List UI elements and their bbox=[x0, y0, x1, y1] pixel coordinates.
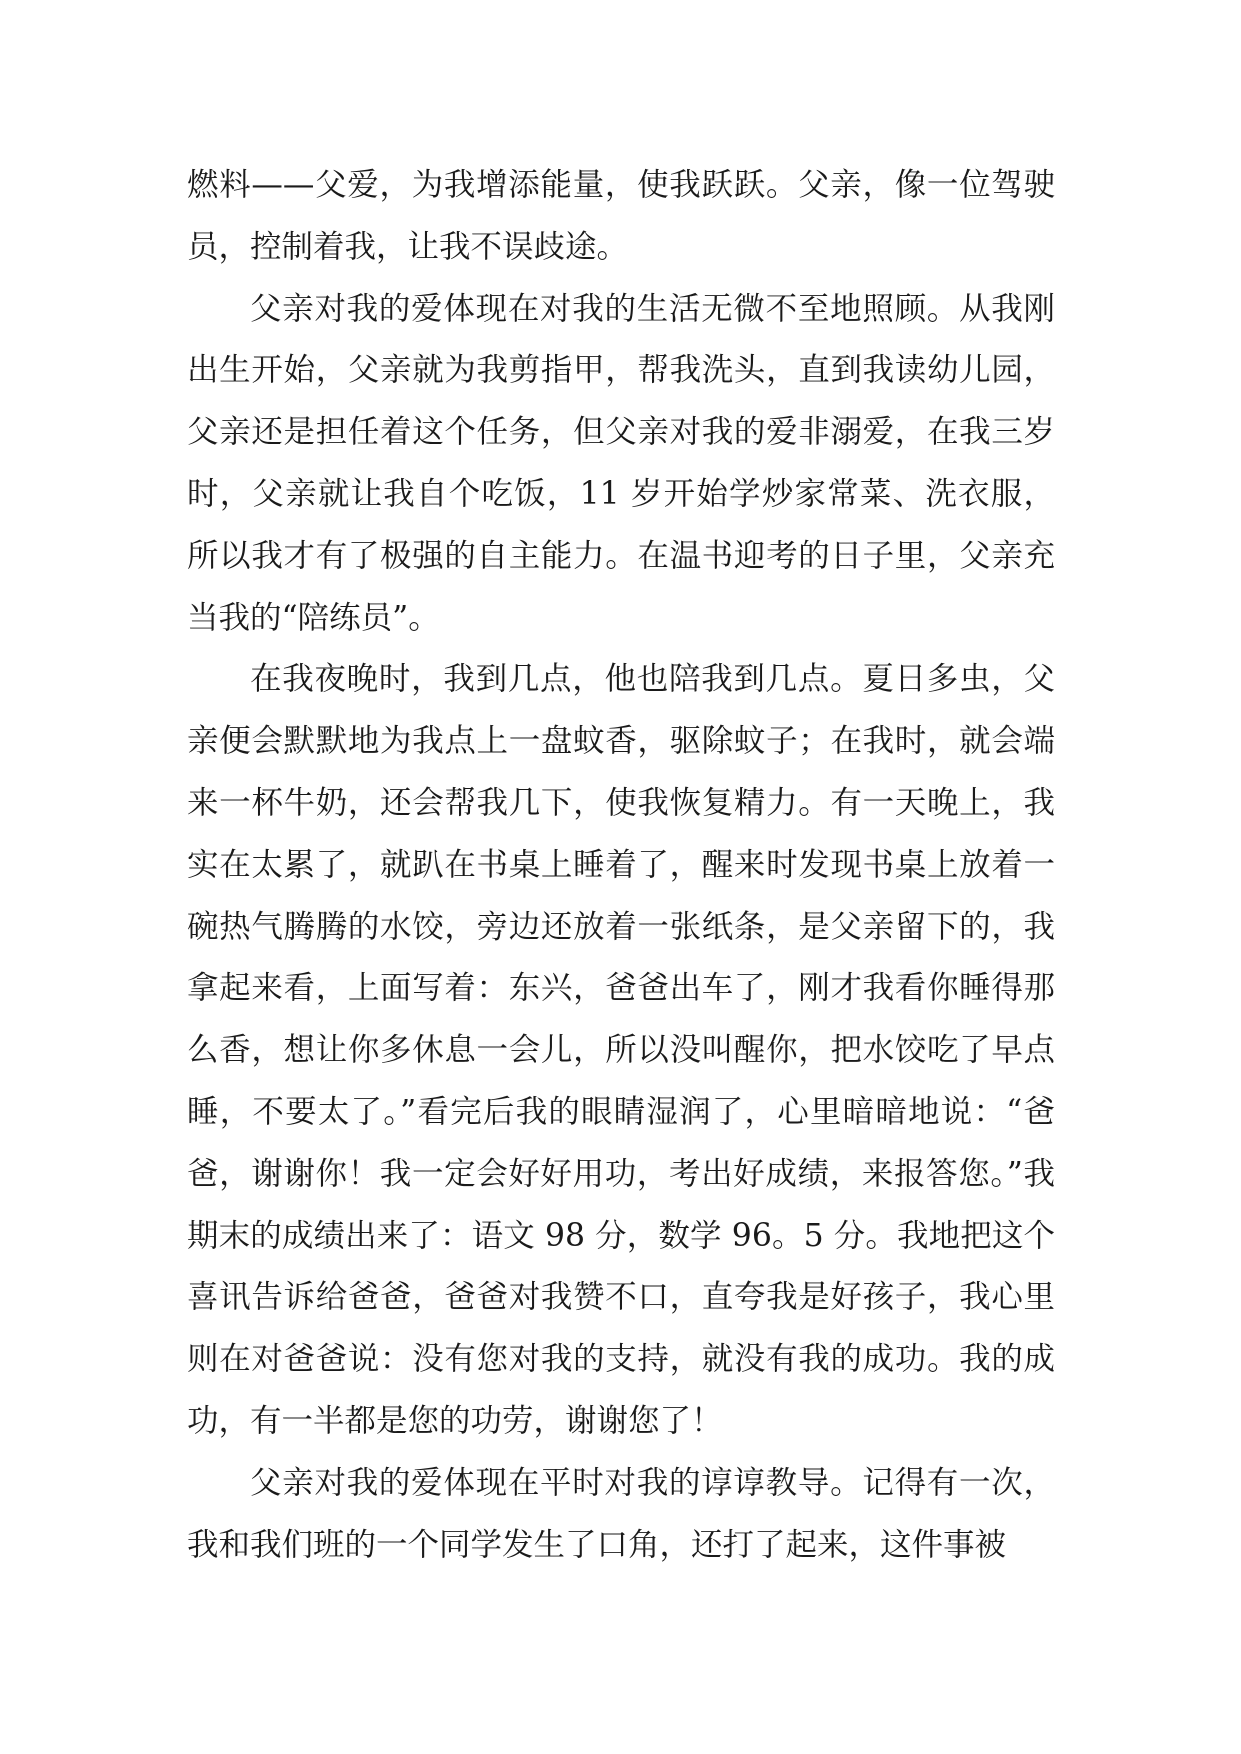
paragraph-3: 在我夜晚时，我到几点，他也陪我到几点。夏日多虫，父亲便会默默地为我点上一盘蚊香，驱除蚊子；在我时，就会端来一杯牛奶，还会帮我几下，使我恢复精力。有一天晚上，我实在太累了，就趴在书桌上睡着了，醒来时发现书桌上放着一碗热气腾腾的水饺，旁边还放着一张纸条，是父亲留下的，我拿起来看，上面写着：东兴，爸爸出车了，刚才我看你睡得那么香，想让你多休息一会儿，所以没叫醒你，把水饺吃了早点睡，不要太了。”看完后我的眼睛湿润了，心里暗暗地说：“爸爸，谢谢你！我一定会好好用功，考出好成绩，来报答您。”我期末的成绩出来了：语文 98 分，数学 96。5 分。我地把这个喜讯告诉给爸爸，爸爸对我赞不口，直夸我是好孩子，我心里则在对爸爸说：没有您对我的支持，就没有我的成功。我的成功，有一半都是您的功劳，谢谢您了！ bbox=[187, 661, 1055, 1439]
document-body bbox=[187, 155, 1055, 1576]
paragraph-2: 父亲对我的爱体现在对我的生活无微不至地照顾。从我刚出生开始，父亲就为我剪指甲，帮我洗头，直到我读幼儿园，父亲还是担任着这个任务，但父亲对我的爱非溺爱，在我三岁时，父亲就让我自个吃饭，11 岁开始学炒家常菜、洗衣服，所以我才有了极强的自主能力。在温书迎考的日子里，父亲充当我的“陪练员”。 bbox=[187, 290, 1055, 636]
paragraph-4: 父亲对我的爱体现在平时对我的谆谆教导。记得有一次，我和我们班的一个同学发生了口角，还打了起来，这件事被 bbox=[187, 1464, 1055, 1563]
paragraph-1: 燃料——父爱，为我增添能量，使我跃跃。父亲，像一位驾驶员，控制着我，让我不误歧途。 bbox=[187, 167, 1055, 265]
